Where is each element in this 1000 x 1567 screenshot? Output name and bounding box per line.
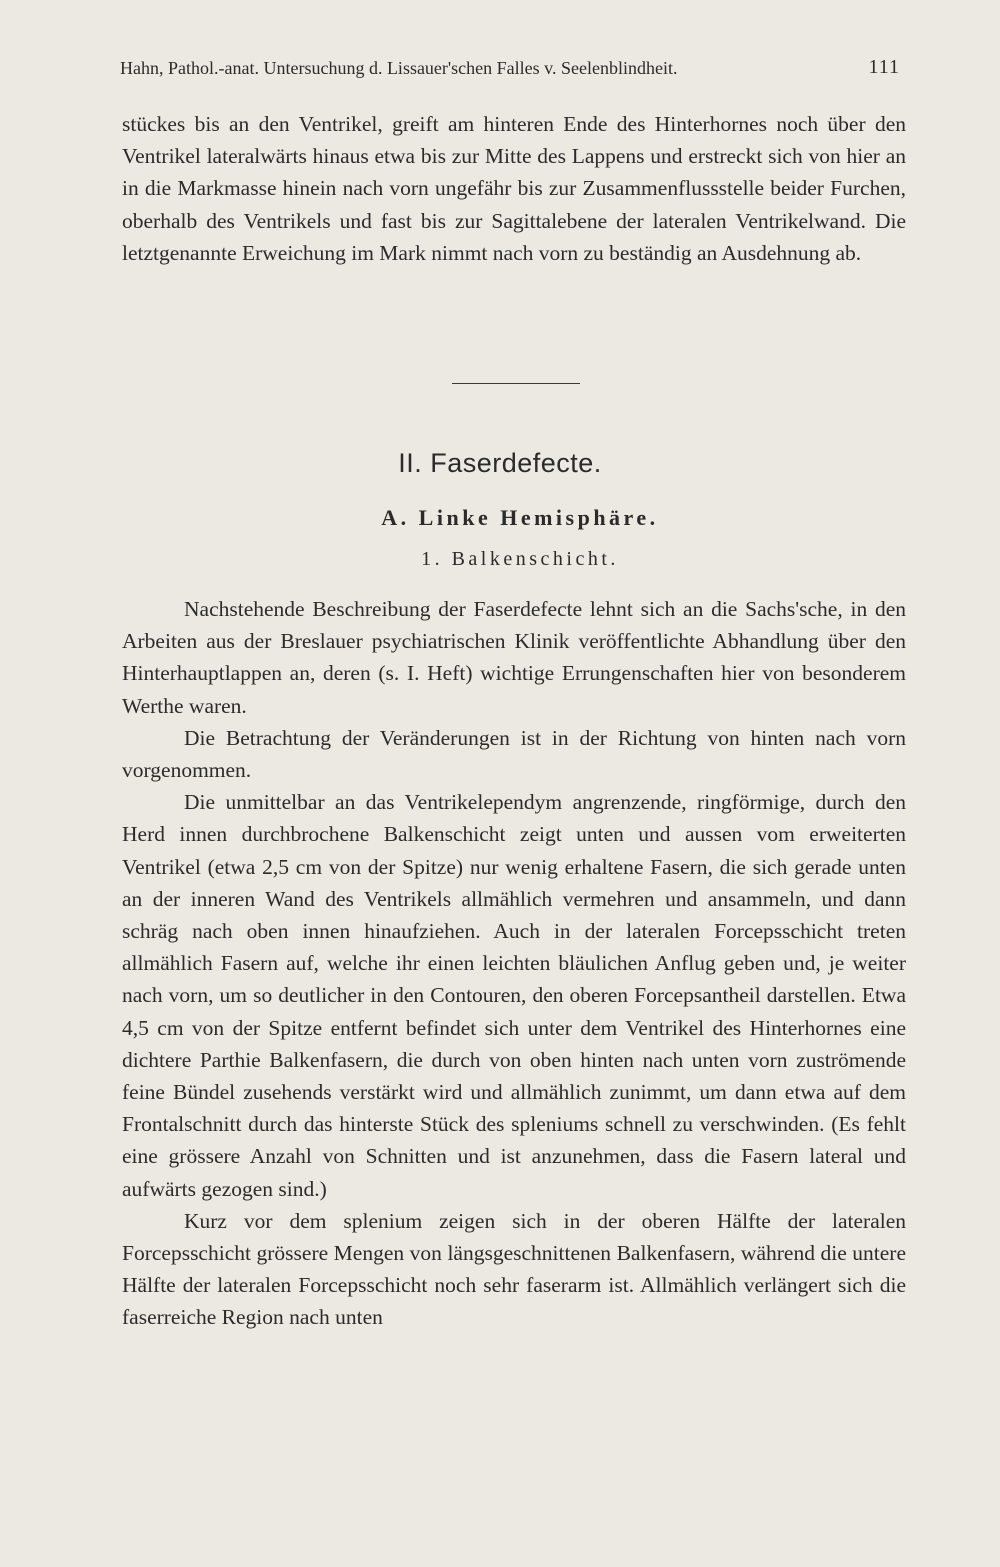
paragraph: Nachstehende Beschreibung der Faserdefecte lehnt sich an die Sachs'sche, in den Arbeiten aus der Breslauer psychiatrischen Klinik veröffentlichte Abhandlung über den Hinterhauptlappen an, deren (s. I. Heft) wichtige Errungenschaften hier von besonderem Werthe waren. [122, 597, 906, 718]
running-head [120, 58, 900, 79]
page-number: 111 [868, 56, 900, 78]
body-text-main [122, 593, 906, 1334]
section-divider [452, 383, 580, 384]
paragraph: Die unmittelbar an das Ventrikelependym angrenzende, ringförmige, durch den Herd innen durchbrochene Balkenschicht zeigt unten und aussen vom erweiterten Ventrikel (etwa 2,5 cm von der Spitze) nur wenig erhaltene Fasern, die sich gerade unten an der inneren Wand des Ventrikels allmählich vermehren und ansammeln, und dann schräg nach oben innen hinaufziehen. Auch in der lateralen Forcepsschicht treten allmählich Fasern auf, welche ihr einen leichten bläulichen Anflug geben und, je weiter nach vorn, um so deutlicher in den Contouren, den oberen Forcepsantheil darstellen. Etwa 4,5 cm von der Spitze entfernt befindet sich unter dem Ventrikel des Hinterhornes eine dichtere Parthie Balkenfasern, die durch von oben hinten nach unten vorn zuströmende feine Bündel zusehends verstärkt wird und allmählich zunimmt, um dann etwa auf dem Frontalschnitt durch das hinterste Stück des spleniums schnell zu verschwinden. (Es fehlt eine grössere Anzahl von Schnitten und ist anzunehmen, dass die Fasern lateral und aufwärts gezogen sind.) [122, 790, 906, 1201]
paragraph: stückes bis an den Ventrikel, greift am hinteren Ende des Hinterhornes noch über den Ventrikel lateralwärts hinaus etwa bis zur Mitte des Lappens und erstreckt sich von hier an in die Markmasse hinein nach vorn ungefähr bis zur Zusammenflussstelle beider Furchen, oberhalb des Ventrikels und fast bis zur Sagittalebene der lateralen Ventrikelwand. Die letztgenannte Erweichung im Mark nimmt nach vorn zu beständig an Ausdehnung ab. [122, 112, 906, 265]
body-text-top [122, 108, 906, 269]
section-subtitle: A. Linke Hemisphäre. [381, 505, 659, 530]
subsection-title: 1. Balkenschicht. [421, 548, 619, 570]
running-title: Hahn, Pathol.-anat. Untersuchung d. Lissauer'schen Falles v. Seelenblindheit. [120, 58, 678, 78]
paragraph: Die Betrachtung der Veränderungen ist in der Richtung von hinten nach vorn vorgenommen. [122, 725, 906, 783]
section-title: II. Faserdefecte. [398, 448, 602, 478]
paragraph: Kurz vor dem splenium zeigen sich in der oberen Hälfte der lateralen Forcepsschicht grössere Mengen von längsgeschnittenen Balkenfasern, während die untere Hälfte der lateralen Forcepsschicht noch sehr faserarm ist. Allmählich verlängert sich die faserreiche Region nach unten [122, 1208, 906, 1330]
